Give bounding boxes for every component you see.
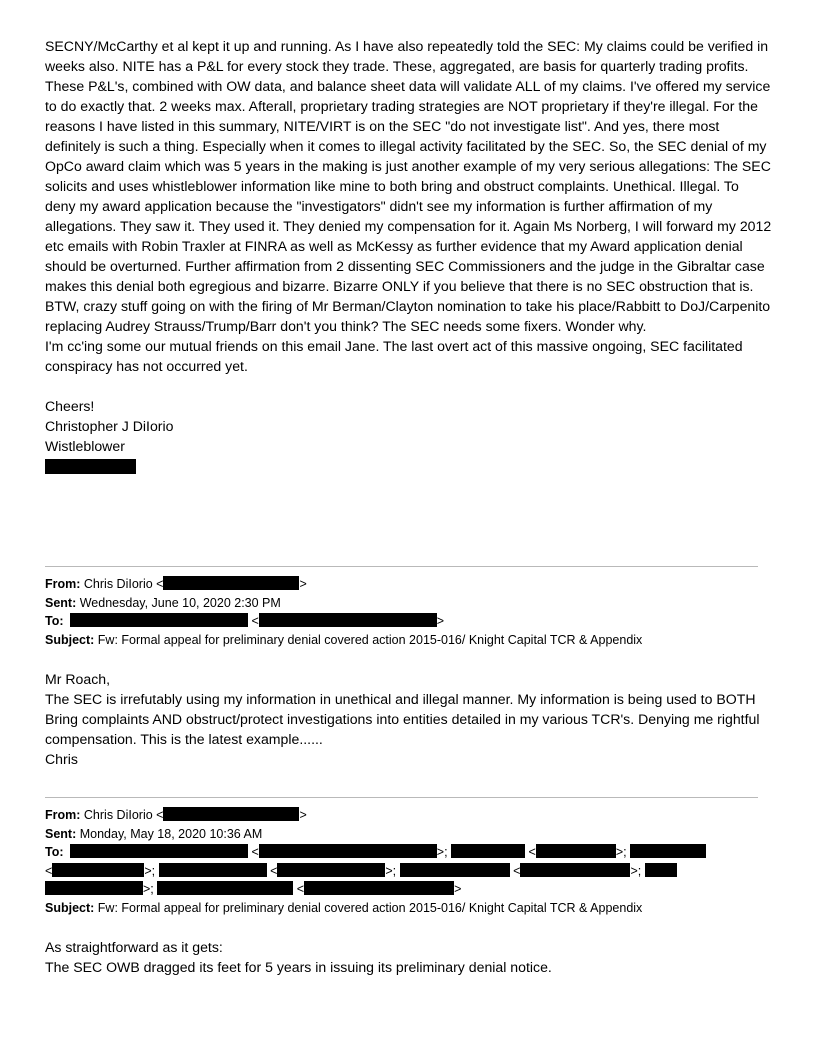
signature-block [45,396,773,477]
email1-sent-value: Wednesday, June 10, 2020 2:30 PM [79,595,281,610]
email2-sent-value: Monday, May 18, 2020 10:36 AM [79,826,263,841]
signature-title: Wistleblower [45,438,125,454]
email1-sign: Chris [45,751,78,767]
email2-line1: As straightforward as it gets: [45,939,223,955]
email1-subject-value: Fw: Formal appeal for preliminary denial covered action 2015-016/ Knight Capital TCR & Appendix [97,632,643,647]
redaction-email2-to-9 [400,863,510,877]
email1-header [45,575,773,649]
redaction-email2-to-5 [630,844,706,858]
redaction-email2-to-7 [159,863,267,877]
intro-paragraph: SECNY/McCarthy et al kept it up and running. As I have also repeatedly told the SEC: My claims could be verified in weeks also. NITE has a P&L for every stock they trade. These, aggregated, are basis for quarterly trading profits. These P&L's, combined with OW data, and balance sheet data will validate ALL of my claims. I've offered my service to do exactly that. 2 weeks max. Afterall, proprietary trading strategies are NOT proprietary if they're illegal. For the reasons I have listed in this summary, NITE/VIRT is on the SEC "do not investigate list". And yes, there most definitely is such a thing. Especially when it comes to illegal activity facilitated by the SEC. So, the SEC denial of my OpCo award claim which was 5 years in the making is just another example of my very serious allegations: The SEC solicits and uses whistleblower information like mine to both bring and obstruct complaints. Unethical. Illegal. To deny my award application because the "investigators" didn't see my information is further affirmation of my allegations. They saw it. They used it. They denied my compensation for it. Again Ms Norberg, I will forward my 2012 etc emails with Robin Traxler at FINRA as well as McKessy as further evidence that my Award application denial should be overturned. Further affirmation from 2 dissenting SEC Commissioners and the judge in the Gibraltar case makes this denial both egregious and bizarre. Bizarre ONLY if you believe that there is no SEC obstruction that is. BTW, crazy stuff going on with the firing of Mr Berman/Clayton nomination to take his place/Rabbitt to DoJ/Carpenito replacing Audrey Strauss/Trump/Barr don't you think? The SEC needs some fixers. Wonder why. [45,38,772,334]
email1-from-name: Chris DiIorio < [83,577,164,591]
email2-from-name: Chris DiIorio < [83,808,164,822]
redaction-email1-to-name [70,613,248,627]
cc-paragraph: I'm cc'ing some our mutual friends on this email Jane. The last overt act of this massive ongoing, SEC facilitated conspiracy has not occurred yet. [45,338,743,374]
email2-header [45,806,773,917]
redaction-email2-to-10 [520,863,630,877]
redaction-email1-from [163,576,299,590]
redaction-email1-to-address [259,613,437,627]
email1-to-row: To: < > [45,614,445,628]
redaction-email2-to-11 [645,863,677,877]
email2-subject-row: Subject: Fw: Formal appeal for preliminary denial covered action 2015-016/ Knight Capital TCR & Appendix [45,900,643,915]
email1-sent-row: Sent: Wednesday, June 10, 2020 2:30 PM [45,595,281,610]
redaction-email2-to-2 [259,844,437,858]
email2-to-row-2: < >; < >; < >; [45,862,773,881]
email2-line2: The SEC OWB dragged its feet for 5 years in issuing its preliminary denial notice. [45,959,552,975]
email2-from-row: From: Chris DiIorio < > [45,808,307,822]
redaction-email2-to-3 [451,844,525,858]
redaction-email2-to-14 [304,881,454,895]
signature-name: Christopher J DiIorio [45,418,174,434]
redaction-email2-to-1 [70,844,248,858]
email1-from-row: From: Chris DiIorio < > [45,577,307,591]
email2-to-row-3: >; < > [45,880,773,899]
document-page [45,36,773,977]
signature-closing: Cheers! [45,398,95,414]
email1-body: The SEC is irrefutably using my information in unethical and illegal manner. My information is being used to BOTH Bring complaints AND obstruct/protect investigations into entities detailed in my various TCR's. Denying me rightful compensation. This is the latest example...... [45,691,760,747]
redaction-email2-to-4 [536,844,616,858]
email2-subject-value: Fw: Formal appeal for preliminary denial covered action 2015-016/ Knight Capital TCR & Appendix [97,900,643,915]
email2-sent-row: Sent: Monday, May 18, 2020 10:36 AM [45,826,263,841]
redaction-email2-to-12 [45,881,143,895]
redaction-signature [45,459,136,474]
redaction-email2-to-8 [277,863,385,877]
email1-subject-row: Subject: Fw: Formal appeal for preliminary denial covered action 2015-016/ Knight Capital TCR & Appendix [45,632,643,647]
redaction-email2-from [163,807,299,821]
redaction-email2-to-13 [157,881,293,895]
email1-greeting: Mr Roach, [45,671,111,687]
email2-to-row: To: < >; < >; [45,843,773,862]
redaction-email2-to-6 [52,863,144,877]
